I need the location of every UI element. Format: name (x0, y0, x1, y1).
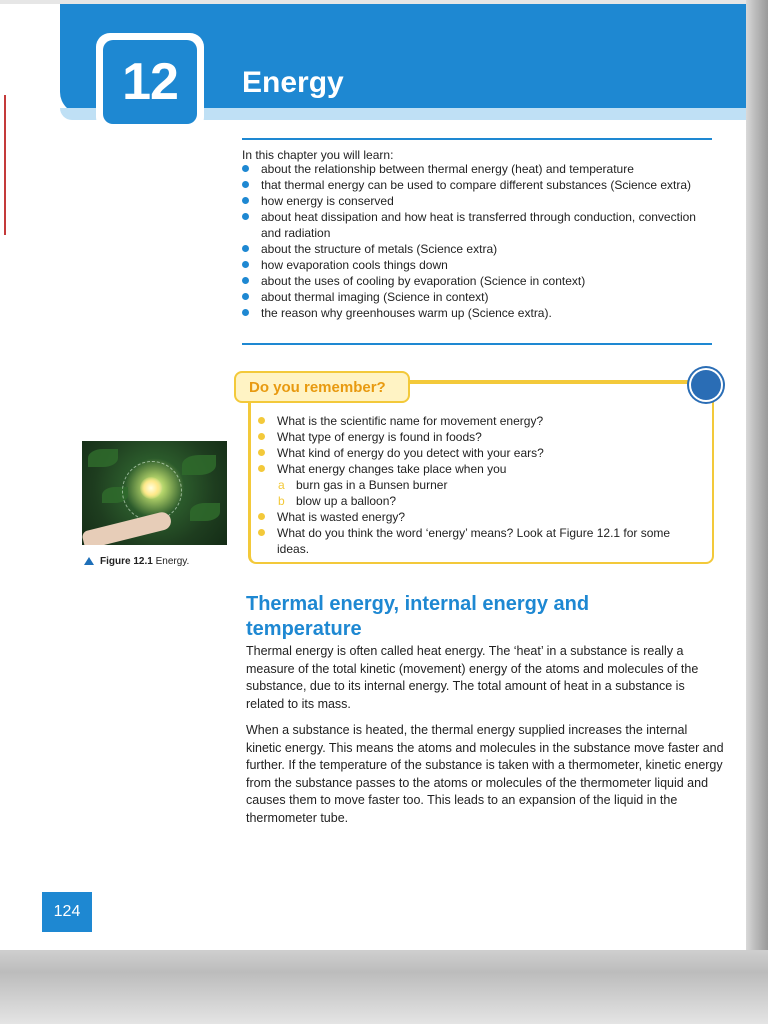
chapter-title: Energy (242, 66, 344, 99)
chapter-number-tile (96, 33, 204, 131)
leaf-shape (190, 503, 220, 521)
leaf-shape (182, 455, 216, 475)
remember-item: What is wasted energy? (258, 509, 698, 525)
bullet-icon (242, 165, 249, 172)
objective-item: about heat dissipation and how heat is transferred through conduction, convection and radiation (242, 209, 712, 241)
bullet-icon (242, 181, 249, 188)
bullet-icon (242, 293, 249, 300)
remember-list (258, 413, 698, 557)
bullet-icon (242, 261, 249, 268)
remember-circle-icon (691, 370, 721, 400)
remember-item: What is the scientific name for movement energy? (258, 413, 698, 429)
bullet-icon (242, 213, 249, 220)
body-paragraph-1: Thermal energy is often called heat energy. The ‘heat’ in a substance is really a measure of the total kinetic (movement) energy of the atoms and molecules of the substance, due to its internal energy. The total amount of heat in a substance is related to its mass. (246, 644, 699, 711)
section-heading: Thermal energy, internal energy and temperature (246, 593, 590, 640)
subitem-letter: a (278, 478, 285, 492)
remember-title: Do you remember? (234, 371, 410, 403)
figure-energy-photo (82, 441, 227, 545)
chapter-number: 12 (103, 40, 197, 124)
remember-item: What kind of energy do you detect with your ears? (258, 445, 698, 461)
objectives-intro: In this chapter you will learn: (242, 148, 394, 162)
objective-item: about the relationship between thermal energy (heat) and temperature (242, 161, 712, 177)
bullet-icon (242, 197, 249, 204)
leaf-shape (88, 449, 118, 467)
remember-item: What type of energy is found in foods? (258, 429, 698, 445)
objective-item: about thermal imaging (Science in context) (242, 289, 712, 305)
remember-item: What do you think the word ‘energy’ means? Look at Figure 12.1 for some ideas. (258, 525, 698, 557)
bullet-icon (258, 513, 265, 520)
bullet-icon (242, 277, 249, 284)
bullet-icon (258, 465, 265, 472)
remember-item: What energy changes take place when you (258, 461, 698, 477)
left-edge-mark (4, 95, 6, 235)
bullet-icon (258, 529, 265, 536)
page-number: 124 (42, 892, 92, 932)
figure-label: Figure 12.1 (100, 556, 153, 567)
bullet-icon (258, 433, 265, 440)
remember-subitem: a burn gas in a Bunsen burner (278, 478, 448, 492)
objectives-top-rule (242, 138, 712, 140)
objective-item: that thermal energy can be used to compare different substances (Science extra) (242, 177, 712, 193)
figure-caption (84, 556, 189, 567)
objective-item: how evaporation cools things down (242, 257, 712, 273)
body-paragraph-2: When a substance is heated, the thermal energy supplied increases the internal kinetic energy. This means the atoms and molecules in the substance move faster and further. If the temperature of the substance is taken with a thermometer, kinetic energy from the substance passes to the atoms or molecules of the thermometer liquid and causes them to move faster too. This leads to an expansion of the liquid in the thermometer tube. (246, 723, 724, 825)
triangle-icon (84, 557, 94, 565)
scan-bottom-margin (0, 950, 768, 1024)
objectives-list (242, 161, 712, 321)
remember-top-line (410, 380, 704, 382)
scan-right-margin (746, 0, 768, 1024)
objectives-bottom-rule (242, 343, 712, 345)
objective-item: how energy is conserved (242, 193, 712, 209)
objective-item: the reason why greenhouses warm up (Science extra). (242, 305, 712, 321)
objective-item: about the uses of cooling by evaporation (Science in context) (242, 273, 712, 289)
bullet-icon (258, 417, 265, 424)
remember-subitem: b blow up a balloon? (278, 494, 397, 508)
bullet-icon (258, 449, 265, 456)
bullet-icon (242, 245, 249, 252)
lightbulb-glow-icon (140, 477, 162, 499)
hand-shape (82, 510, 173, 545)
figure-caption-text: Energy. (155, 556, 190, 567)
objective-item: about the structure of metals (Science extra) (242, 241, 712, 257)
subitem-letter: b (278, 494, 285, 508)
bullet-icon (242, 309, 249, 316)
